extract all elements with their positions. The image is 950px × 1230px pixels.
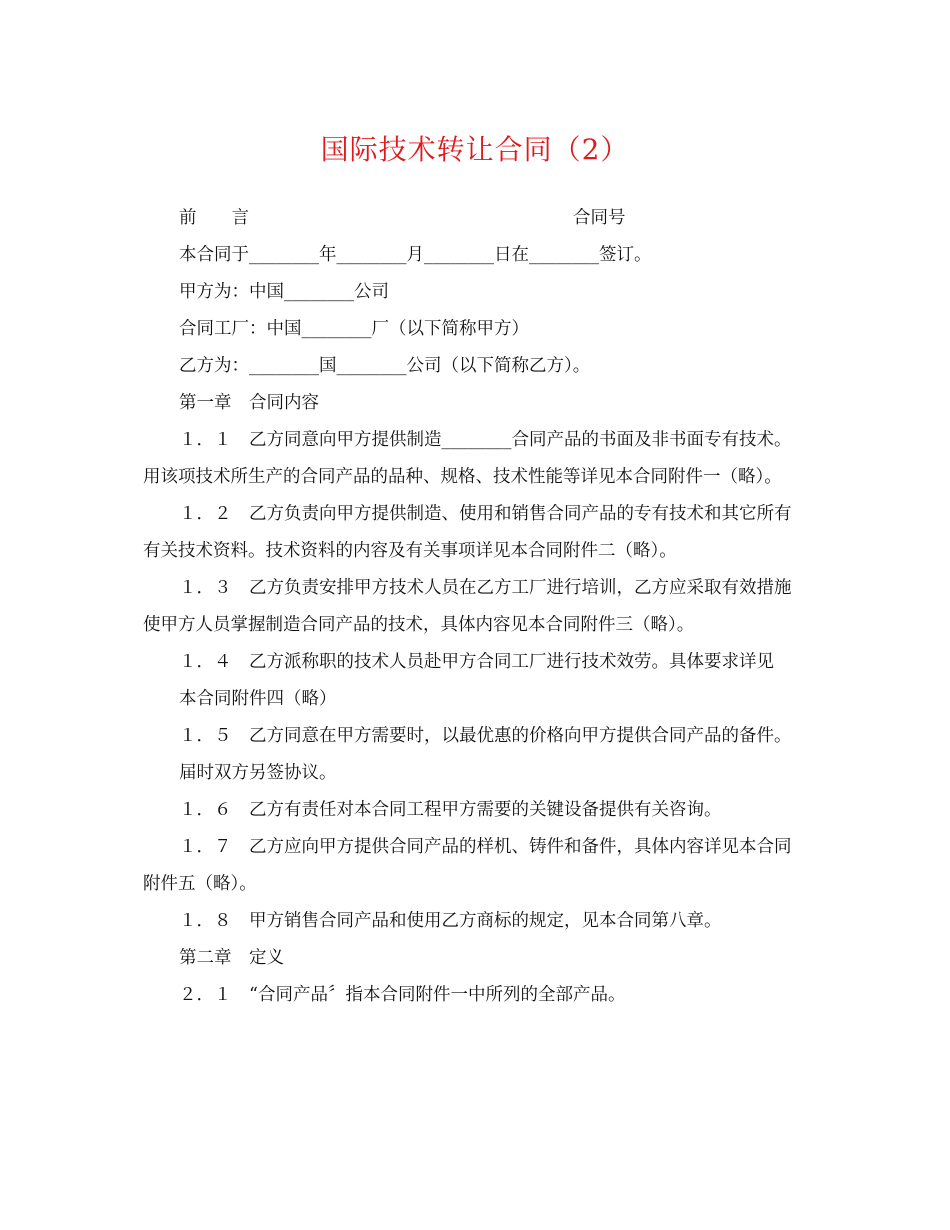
clause-1-5-continuation: 届时双方另签协议。 xyxy=(179,763,337,783)
preface-row xyxy=(143,200,799,237)
clause-1-3: １．３ 乙方负责安排甲方技术人员在乙方工厂进行培训，乙方应采取有效措施使甲方人员掌握制造合同产品的技术，具体内容见本合同附件三（略）。 xyxy=(143,578,792,635)
clause-1-7: １．７ 乙方应向甲方提供合同产品的样机、铸件和备件，具体内容详见本合同附件五（略）。 xyxy=(143,837,792,894)
chapter-2-heading: 第二章 定义 xyxy=(179,948,284,968)
party-a-line: 甲方为：中国________公司 xyxy=(179,282,389,302)
clause-1-6: １．６ 乙方有责任对本合同工程甲方需要的关键设备提供有关咨询。 xyxy=(179,800,722,820)
document-body xyxy=(143,200,799,1014)
chapter-1-heading: 第一章 合同内容 xyxy=(179,393,319,413)
document-title: 国际技术转让合同（2） xyxy=(320,133,630,166)
clause-1-4: １．４ 乙方派称职的技术人员赴甲方合同工厂进行技术效劳。具体要求详见 xyxy=(179,652,774,672)
party-b-line: 乙方为：________国________公司（以下简称乙方）。 xyxy=(179,356,591,376)
signing-date-line: 本合同于________年________月________日在________签订。 xyxy=(179,245,652,265)
clause-1-8: １．８ 甲方销售合同产品和使用乙方商标的规定，见本合同第八章。 xyxy=(179,911,722,931)
contract-number-label: 合同号 xyxy=(573,208,626,228)
clause-1-1: １．１ 乙方同意向甲方提供制造________合同产品的书面及非书面专有技术。用该项技术所生产的合同产品的品种、规格、技术性能等详见本合同附件一（略）。 xyxy=(143,430,792,487)
clause-1-4-continuation: 本合同附件四（略） xyxy=(179,689,337,709)
clause-1-2: １．２ 乙方负责向甲方提供制造、使用和销售合同产品的专有技术和其它所有有关技术资料。技术资料的内容及有关事项详见本合同附件二（略）。 xyxy=(143,504,792,561)
contract-factory-line: 合同工厂：中国________厂（以下简称甲方） xyxy=(179,319,529,339)
clause-2-1: ２．１ “合同产品〞指本合同附件一中所列的全部产品。 xyxy=(179,985,626,1005)
clause-1-5: １．５ 乙方同意在甲方需要时，以最优惠的价格向甲方提供合同产品的备件。 xyxy=(179,726,792,746)
preface-label: 前 言 xyxy=(179,208,249,228)
